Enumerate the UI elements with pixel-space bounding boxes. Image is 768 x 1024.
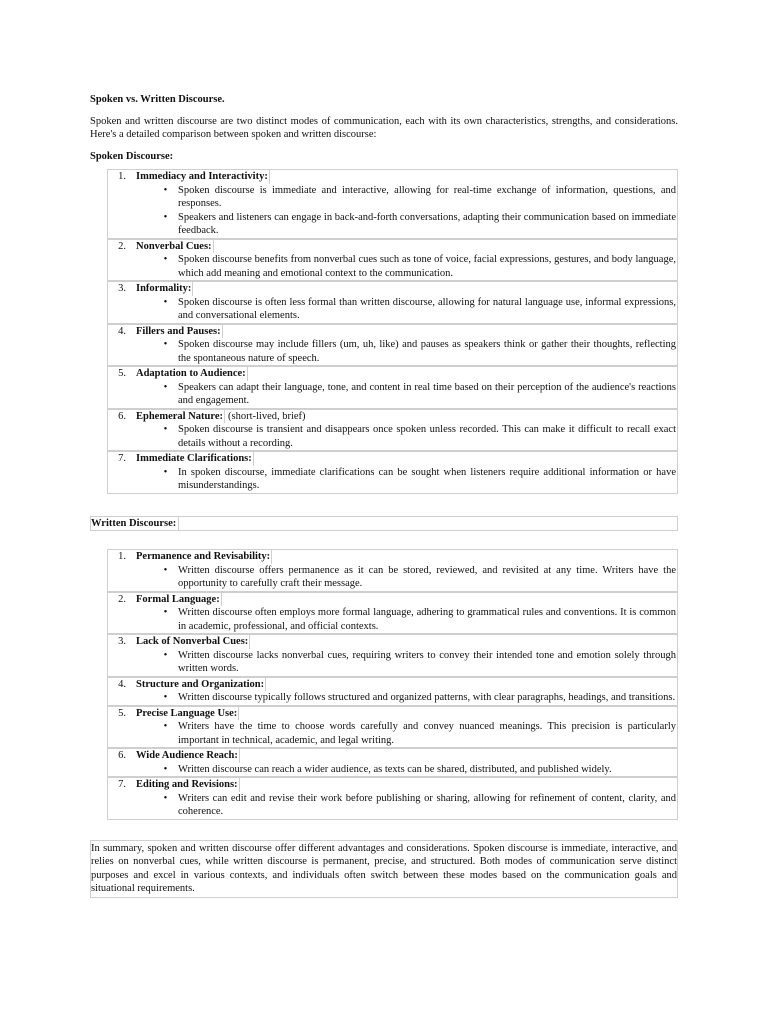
bullet-item: [153, 649, 677, 676]
bullet-text: Writers have the time to choose words carefully and convey nuanced meanings. This precision is particularly important in technical, academic, and legal writing.: [178, 721, 676, 746]
bullet-icon: •: [163, 339, 168, 350]
bullet-list: [107, 253, 678, 281]
summary-paragraph: In summary, spoken and written discourse offer different advantages and considerations. Spoken discourse is immediate, interactive, and relies on nonverbal cues, while written discourse is permanent, precise, and structured. Both modes of communication serve distinct purposes and excel in various contexts, and individuals often switch between these modes based on the communication goals and situational requirements.: [90, 840, 678, 898]
document-title: Spoken vs. Written Discourse.: [90, 94, 225, 105]
bullet-item: [153, 720, 677, 747]
bullet-icon: •: [163, 466, 168, 478]
written-points-list: [107, 549, 678, 820]
bullet-text: Spoken discourse is often less formal than written discourse, allowing for natural language use, informal expressions, and conversational elements.: [178, 296, 676, 321]
bullet-item: [153, 211, 677, 238]
point-label: Editing and Revisions:: [136, 779, 238, 790]
list-item: [107, 169, 678, 239]
point-number: 1.: [118, 551, 126, 562]
bullet-text: Speakers can adapt their language, tone, and content in real time based on their perception of the audience's reactions and engagement.: [178, 381, 676, 406]
bullet-list: [107, 466, 678, 494]
point-label: Wide Audience Reach:: [136, 750, 238, 761]
bullet-list: [107, 792, 678, 820]
point-label: Immediate Clarifications:: [136, 453, 252, 464]
bullet-icon: •: [163, 211, 168, 223]
point-heading: [107, 677, 678, 692]
bullet-list: [107, 184, 678, 239]
bullet-item: [153, 338, 677, 365]
bullet-icon: •: [163, 692, 168, 703]
bullet-icon: •: [163, 792, 168, 804]
bullet-icon: •: [163, 296, 168, 308]
point-heading: [107, 451, 678, 466]
point-label: Lack of Nonverbal Cues:: [136, 636, 249, 647]
point-heading: [107, 748, 678, 763]
bullet-icon: •: [163, 381, 168, 393]
bullet-list: [107, 763, 678, 778]
written-heading: Written Discourse:: [91, 517, 179, 531]
point-number: 7.: [118, 779, 126, 790]
bullet-text: Spoken discourse may include fillers (um, uh, like) and pauses as speakers think or gather their thoughts, reflecting the spontaneous nature of speech.: [178, 339, 676, 364]
bullet-list: [107, 423, 678, 451]
spoken-points-list: [107, 169, 678, 494]
bullet-list: [107, 649, 678, 677]
written-heading-box: [90, 516, 678, 532]
bullet-icon: •: [163, 763, 168, 775]
bullet-icon: •: [163, 254, 168, 265]
list-item: [107, 281, 678, 324]
point-heading: [107, 239, 678, 254]
point-number: 7.: [118, 453, 126, 464]
bullet-icon: •: [163, 424, 168, 435]
point-heading: [107, 281, 678, 296]
bullet-item: [153, 466, 677, 493]
list-item: [107, 706, 678, 749]
list-item: [107, 409, 678, 452]
point-number: 2.: [118, 240, 126, 252]
list-item: [107, 451, 678, 494]
bullet-item: [153, 184, 677, 211]
list-item: [107, 239, 678, 282]
bullet-list: [107, 691, 678, 706]
bullet-item: [153, 423, 677, 450]
point-number: 4.: [118, 325, 126, 337]
bullet-list: [107, 606, 678, 634]
point-label: Fillers and Pauses:: [136, 325, 221, 337]
point-number: 6.: [118, 410, 126, 422]
document-page: [90, 93, 678, 898]
bullet-icon: •: [163, 649, 168, 661]
point-number: 3.: [118, 283, 126, 294]
list-item: [107, 324, 678, 367]
list-item: [107, 748, 678, 777]
point-number: 5.: [118, 707, 126, 719]
point-number: 3.: [118, 636, 126, 647]
list-item: [107, 634, 678, 677]
point-label-note: (short-lived, brief): [228, 410, 306, 422]
point-number: 4.: [118, 678, 126, 690]
point-heading: [107, 169, 678, 184]
bullet-item: [153, 792, 677, 819]
bullet-item: [153, 691, 677, 705]
list-item: [107, 592, 678, 635]
list-item: [107, 777, 678, 820]
bullet-item: [153, 253, 677, 280]
point-heading: [107, 634, 678, 649]
point-label: Formal Language:: [136, 593, 220, 605]
bullet-text: Spoken discourse is immediate and interactive, allowing for real-time exchange of information, questions, and responses.: [178, 184, 676, 209]
point-heading: [107, 706, 678, 721]
point-label: Structure and Organization:: [136, 678, 265, 690]
bullet-text: Written discourse often employs more formal language, adhering to grammatical rules and conventions. It is common in academic, professional, and official contexts.: [178, 607, 676, 632]
intro-paragraph: Spoken and written discourse are two distinct modes of communication, each with its own characteristics, strengths, and considerations. Here's a detailed comparison between spoken and written discourse:: [90, 115, 678, 140]
list-item: [107, 366, 678, 409]
list-item: [107, 549, 678, 592]
bullet-icon: •: [163, 564, 168, 576]
point-heading: [107, 549, 678, 564]
bullet-item: [153, 763, 677, 777]
bullet-item: [153, 381, 677, 408]
bullet-text: Speakers and listeners can engage in back-and-forth conversations, adapting their communication based on immediate feedback.: [178, 211, 676, 236]
bullet-item: [153, 564, 677, 591]
point-label: Ephemeral Nature:: [136, 410, 223, 422]
bullet-text: Spoken discourse is transient and disappears once spoken unless recorded. This can make it difficult to recall exact details without a recording.: [178, 424, 676, 449]
point-heading: [107, 366, 678, 381]
point-label: Nonverbal Cues:: [136, 240, 212, 252]
bullet-text: Written discourse lacks nonverbal cues, requiring writers to convey their intended tone and emotion solely through written words.: [178, 649, 676, 674]
bullet-text: Written discourse can reach a wider audience, as texts can be shared, distributed, and published widely.: [178, 763, 612, 775]
bullet-icon: •: [163, 184, 168, 196]
point-label: Precise Language Use:: [136, 707, 238, 719]
point-heading: [107, 409, 678, 424]
point-label: Permanence and Revisability:: [136, 551, 271, 562]
point-label: Adaptation to Audience:: [136, 368, 246, 379]
spoken-heading: Spoken Discourse:: [90, 150, 174, 162]
point-number: 6.: [118, 750, 126, 761]
point-heading: [107, 777, 678, 792]
point-label: Immediacy and Interactivity:: [136, 171, 268, 182]
point-heading: [107, 324, 678, 339]
bullet-text: Written discourse offers permanence as it can be stored, reviewed, and revisited at any time. Writers have the opportunity to carefully craft their message.: [178, 564, 676, 589]
bullet-item: [153, 296, 677, 323]
point-heading: [107, 592, 678, 607]
bullet-list: [107, 720, 678, 748]
bullet-list: [107, 338, 678, 366]
bullet-item: [153, 606, 677, 633]
point-number: 1.: [118, 171, 126, 182]
point-number: 2.: [118, 593, 126, 605]
bullet-list: [107, 381, 678, 409]
bullet-text: Written discourse typically follows structured and organized patterns, with clear paragraphs, headings, and transitions.: [178, 692, 676, 703]
bullet-list: [107, 564, 678, 592]
list-item: [107, 677, 678, 706]
bullet-list: [107, 296, 678, 324]
point-number: 5.: [118, 368, 126, 379]
bullet-text: Writers can edit and revise their work before publishing or sharing, allowing for refinement of content, clarity, and coherence.: [178, 792, 676, 817]
bullet-text: In spoken discourse, immediate clarifications can be sought when listeners require additional information or have misunderstandings.: [178, 466, 676, 491]
bullet-icon: •: [163, 721, 168, 732]
bullet-icon: •: [163, 607, 168, 618]
bullet-text: Spoken discourse benefits from nonverbal cues such as tone of voice, facial expressions, gestures, and body language, which add meaning and emotional context to the communication.: [178, 254, 676, 279]
point-label: Informality:: [136, 283, 192, 294]
